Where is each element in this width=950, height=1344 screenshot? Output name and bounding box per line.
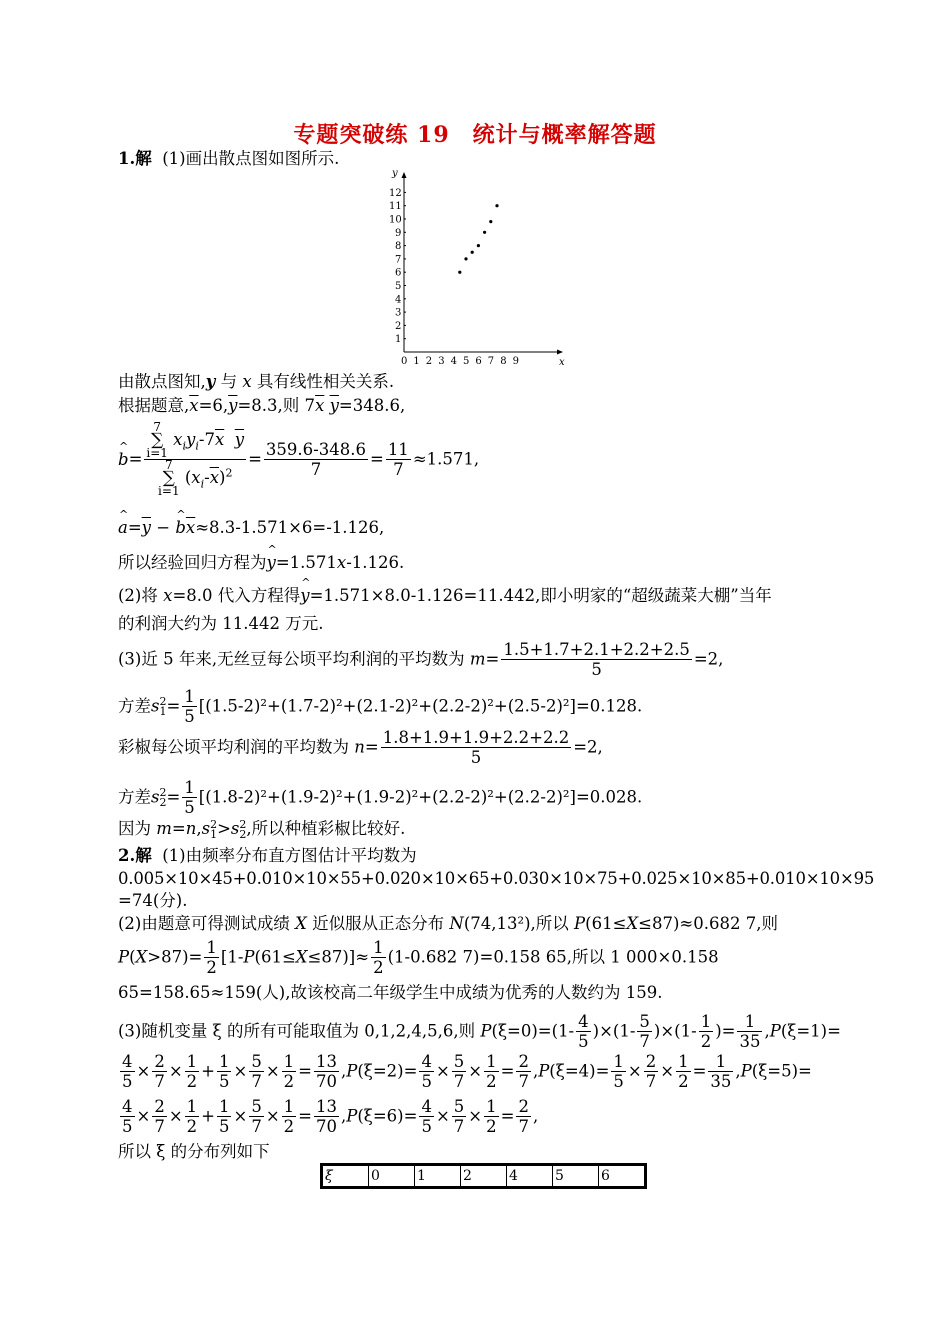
b-hat: ^ b	[118, 450, 129, 470]
y-tick-label: 2	[395, 320, 402, 332]
y-tick-label: 10	[389, 214, 402, 226]
table-cell: 6	[599, 1165, 646, 1188]
q1-conclusion: 因为 m=n,s 2 1 >s 2 2 ,所以种植彩椒比较好.	[118, 817, 406, 841]
y-tick-label: 7	[395, 254, 402, 266]
x-tick-label: 8	[500, 356, 507, 367]
y-tick-label: 12	[389, 187, 402, 199]
q2-number: 2	[118, 846, 130, 865]
y-tick-label: 11	[389, 201, 402, 213]
table-cell: 1	[415, 1165, 461, 1188]
q1-part2-cont: 的利润大约为 11.442 万元.	[118, 614, 324, 633]
q1-part1: 1.解 (1)画出散点图如图所示.	[118, 149, 340, 168]
x-tick-label: 5	[463, 356, 470, 367]
q1-part3-mean: (3)近 5 年来,无丝豆每公顷平均利润的平均数为 m= $\frac{1.5+1.7+2.1+2.2+2.5}{5}$ =2,	[118, 640, 724, 679]
x-tick-label: 2	[425, 356, 433, 367]
x-tick-label: 7	[487, 356, 495, 367]
table-cell: ξ	[322, 1165, 369, 1188]
table-row	[322, 1165, 646, 1188]
scatter-point	[489, 220, 492, 223]
table-cell: 5	[553, 1165, 599, 1188]
y-tick-label: 8	[395, 241, 402, 253]
q1-part2: (2)将 x=8.0 代入方程得^ y=1.571×8.0-1.126=11.442,即小明家的“超级蔬菜大棚”当年	[118, 585, 772, 607]
b-fraction: 7 ∑ i=1 $x_iy_i-7\overline{x}$ $\overline{y}$ 7 ∑ i=1 $(x_i-\overline{x})^2$	[146, 420, 245, 498]
x-tick-label: 3	[438, 356, 445, 367]
q1-part1-text: (1)画出散点图如图所示.	[162, 149, 340, 168]
q2-mean-expr: 0.005×10×45+0.010×10×55+0.020×10×65+0.030×10×75+0.025×10×85+0.010×10×95	[118, 869, 875, 888]
x-tick-label: 9	[512, 356, 519, 367]
q2-part2-prob: P(X>87)= $\frac{1}{2}$ [1-P(61≤X≤87)]≈ $\frac{1}{2}$ (1-0.682 7)=0.158 65,所以 1 000×0.158	[118, 938, 719, 977]
plot-axes	[391, 168, 565, 368]
q1-regression: 所以经验回归方程为^ y=1.571x-1.126.	[118, 552, 404, 574]
q2-part1: 2.解 (1)由频率分布直方图估计平均数为	[118, 846, 417, 865]
scatter-point	[477, 244, 480, 247]
y-tick-label: 3	[395, 307, 402, 319]
scatter-point	[483, 231, 486, 234]
q1-a-formula: ^ $a=\overline{y}$ − ^ $b\overline{x}\approx 8.3-1.571\times 6=-1.126$,	[118, 517, 384, 539]
y-tick-label: 5	[395, 281, 402, 292]
mean-n-fraction: $\frac{1.8+1.9+1.9+2.2+2.2}{5}$	[382, 728, 570, 767]
q2-part3-line3: $\frac{4}{5}$ × $\frac{2}{7}$ × $\frac{1}{2}$ + $\frac{1}{5}$ × $\frac{5}{7}$ × $\frac{1}{2}$ = $\frac{13}{70}$ ,P(ξ=6)= $\frac{4}{5}$ × $\frac{5}{7}$ × $\frac{1}{2}$ = $\frac{2}{7}$ ,	[122, 1097, 539, 1136]
y-tick-label: 4	[395, 294, 402, 306]
scatter-point	[495, 204, 498, 207]
x-axis-label: x	[559, 357, 565, 368]
b-frac-values: $\frac{359.6-348.6}{7}$	[265, 440, 366, 479]
x-tick-label: 4	[450, 356, 457, 367]
q2-mean-result: =74(分).	[118, 891, 188, 910]
x-tick-label: 1	[413, 356, 420, 367]
y-axis-label: y	[392, 168, 398, 179]
table-cell: 4	[507, 1165, 553, 1188]
y-ticks	[389, 188, 406, 345]
table-cell: 0	[369, 1165, 415, 1188]
q1-number: 1	[118, 149, 130, 168]
q2-part3-line2: $\frac{4}{5}$ × $\frac{2}{7}$ × $\frac{1}{2}$ + $\frac{1}{5}$ × $\frac{5}{7}$ × $\frac{1}{2}$ = $\frac{13}{70}$ ,P(ξ=2)= $\frac{4}{5}$ × $\frac{5}{7}$ × $\frac{1}{2}$ = $\frac{2}{7}$ ,P(ξ=4)= $\frac{1}{5}$ × $\frac{2}{7}$ × $\frac{1}{2}$ = $\frac{1}{35}$ ,P(ξ=5)=	[122, 1052, 812, 1091]
scatter-plot	[380, 165, 570, 370]
x-axis-arrow	[557, 350, 563, 355]
q2-part2-result: 65=158.65≈159(人),故该校高二年级学生中成绩为优秀的人数约为 159.	[118, 983, 663, 1002]
q2-part2: (2)由题意可得测试成绩 X 近似服从正态分布 N(74,13²),所以 P(61≤X≤87)≈0.682 7,则	[118, 914, 778, 933]
q2-part3-line1: (3)随机变量 ξ 的所有可能取值为 0,1,2,4,5,6,则 P(ξ=0)=(1- $\frac{4}{5}$ )×(1- $\frac{5}{7}$ )×(1- $\frac{1}{2}$ )= $\frac{1}{35}$ ,P(ξ=1)=	[118, 1012, 841, 1051]
x-tick-label: 0	[401, 356, 408, 367]
distribution-table	[320, 1163, 647, 1189]
table-cell: 2	[461, 1165, 507, 1188]
q1-variance1: 方差s 2 1 = $\frac{1}{5}$ [(1.5-2)²+(1.7-2)²+(2.1-2)²+(2.2-2)²+(2.5-2)²]=0.128.	[118, 687, 643, 726]
mean-m-fraction: $\frac{1.5+1.7+2.1+2.2+2.5}{5}$	[503, 640, 690, 679]
page-title: 专题突破练 19 统计与概率解答题	[293, 122, 657, 148]
q1-b-formula: ^ b= 7 ∑ i=1 $x_iy_i-7\overline{x}$ $\overline{y}$ 7 ∑ i=1 $(x_i-\overline{x})^2$ = $\frac{359.6-348.6}{7}$ = $\frac{11}{7}$ ≈1.571,	[118, 422, 479, 497]
q1-part3-mean-n: 彩椒每公顷平均利润的平均数为 n= $\frac{1.8+1.9+1.9+2.2+2.2}{5}$ =2,	[118, 728, 603, 767]
scatter-points	[458, 204, 498, 274]
y-axis-arrow	[402, 172, 407, 178]
y-tick-label: 1	[395, 334, 402, 346]
q1-variance2: 方差s 2 2 = $\frac{1}{5}$ [(1.8-2)²+(1.9-2)²+(1.9-2)²+(2.2-2)²+(2.2-2)²]=0.028.	[118, 778, 643, 817]
b-frac-simplified: $\frac{11}{7}$	[387, 440, 409, 479]
q1-line-means: 根据题意$,\overline{x}=6,\overline{y}=8.3$,则 $7\overline{x}$ $\overline{y}=348.6$,	[118, 396, 406, 415]
x-tick-label: 6	[475, 356, 482, 367]
q1-jie: 解	[135, 149, 152, 168]
scatter-point	[471, 251, 474, 254]
q1-line-relation: 由散点图知,y 与 x 具有线性相关关系.	[118, 372, 395, 391]
x-ticks	[401, 356, 519, 367]
y-tick-label: 9	[395, 227, 402, 239]
scatter-point	[464, 257, 467, 260]
scatter-point	[458, 271, 461, 274]
y-tick-label: 6	[395, 267, 402, 279]
q2-dist-intro: 所以 ξ 的分布列如下	[118, 1142, 270, 1161]
